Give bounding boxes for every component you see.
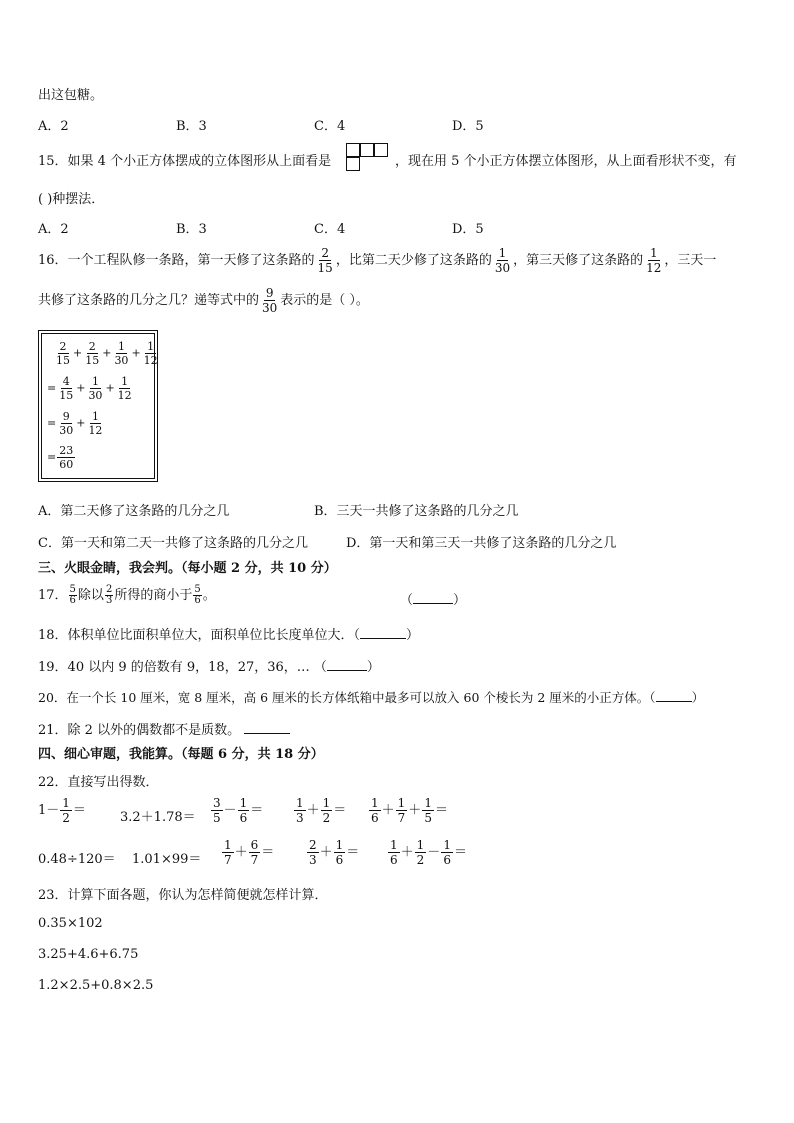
- fraction: $\frac{1}{12}$: [646, 246, 662, 275]
- q16-text-e: 共修了这条路的几分之几？递等式中的: [38, 293, 260, 308]
- calc-1c: $\frac{3}{5}$ － $\frac{1}{6}$ ＝: [213, 796, 264, 825]
- q15-option-b: B．3: [176, 222, 207, 237]
- answer-blank[interactable]: [656, 690, 692, 702]
- calc-2b: 1.01×99＝: [132, 852, 202, 867]
- q16-line1: [38, 247, 716, 274]
- calc-2e: $\frac{1}{6}$ ＋ $\frac{1}{2}$ － $\frac{1}{6}$ ＝: [390, 838, 467, 867]
- fraction: $\frac{9}{30}$: [262, 286, 278, 315]
- fraction: $\frac{1}{30}$: [494, 246, 511, 275]
- q16-text-c: ，第三天修了这条路的: [513, 253, 644, 268]
- q16-text-d: ，三天一: [664, 253, 717, 268]
- q14-tail: 出这包糖。: [38, 88, 104, 103]
- q16-text-f: 表示的是（ ）。: [280, 293, 369, 308]
- q15-option-a: A．2: [38, 222, 69, 237]
- q15-option-d: D．5: [452, 222, 484, 237]
- q16-line2: [38, 287, 369, 314]
- q16-text-a: 16．一个工程队修一条路，第一天修了这条路的: [38, 253, 315, 268]
- q23: 23．计算下面各题，你认为怎样简便就怎样计算．: [38, 888, 328, 903]
- fraction: $\frac{2}{15}$: [317, 246, 333, 275]
- calc-line-2: = $\frac{4}{15}$ + $\frac{1}{30}$ + $\frac{1}{12}$: [47, 375, 132, 402]
- q21: 21．除 2 以外的偶数都不是质数。: [38, 719, 290, 738]
- calc-line-1: $\frac{2}{15}$ + $\frac{2}{15}$ + $\frac{1}{30}$ + $\frac{1}{12}$: [56, 340, 158, 367]
- q16-option-c: C．第一天和第二天一共修了这条路的几分之几: [38, 536, 308, 551]
- answer-blank[interactable]: [327, 659, 367, 671]
- expr-2: 3.25+4.6+6.75: [38, 947, 139, 962]
- q16-text-b: ，比第二天少修了这条路的: [335, 253, 492, 268]
- expr-3: 1.2×2.5+0.8×2.5: [38, 978, 154, 993]
- square-cell: [346, 157, 360, 171]
- q20: 20．在一个长 10 厘米，宽 8 厘米，高 6 厘米的长方体纸箱中最多可以放入 60 个棱长为 2 厘米的小正方体。（ ）: [38, 690, 705, 705]
- answer-blank[interactable]: [244, 722, 290, 734]
- calc-1e: $\frac{1}{6}$ ＋ $\frac{1}{7}$ ＋ $\frac{1}{5}$ ＝: [371, 796, 448, 825]
- calc-2d: $\frac{2}{3}$ ＋ $\frac{1}{6}$ ＝: [309, 838, 360, 867]
- square-cell: [346, 143, 360, 157]
- q14-option-a: A．2: [38, 119, 69, 134]
- calc-1a: 1－ $\frac{1}{2}$ ＝: [38, 796, 86, 825]
- q15-option-c: C．4: [314, 222, 346, 237]
- calc-2c: $\frac{1}{7}$ ＋ $\frac{6}{7}$ ＝: [224, 838, 275, 867]
- calculation-box: [38, 330, 158, 482]
- answer-blank[interactable]: [360, 627, 406, 639]
- q15-text-b: ，现在用 5 个小正方体摆立体图形，从上面看形状不变，有: [395, 154, 737, 169]
- calc-line-3: = $\frac{9}{30}$ + $\frac{1}{12}$: [47, 410, 103, 437]
- q17-answer[interactable]: （ ）: [400, 593, 467, 608]
- q19: 19．40 以内 9 的倍数有 9，18，27，36，… （ ）: [38, 660, 380, 675]
- square-cell: [360, 143, 374, 157]
- q16-option-d: D．第一天和第三天一共修了这条路的几分之几: [346, 536, 617, 551]
- section3-heading: 三、火眼金睛，我会判。（每小题 2 分，共 10 分）: [38, 561, 337, 576]
- q14-option-b: B．3: [176, 119, 207, 134]
- q15-text-c: ( )种摆法．: [38, 192, 105, 207]
- q14-option-c: C．4: [314, 119, 346, 134]
- calc-1d: $\frac{1}{3}$ ＋ $\frac{1}{2}$ ＝: [296, 796, 347, 825]
- q16-option-a: A．第二天修了这条路的几分之几: [38, 504, 230, 519]
- calc-2a: 0.48÷120＝: [38, 852, 116, 867]
- square-cell: [374, 143, 388, 157]
- q14-option-d: D．5: [452, 119, 484, 134]
- calc-1b: 3.2＋1.78＝: [120, 810, 196, 825]
- calc-line-4: = $\frac{23}{60}$: [47, 444, 74, 471]
- q17: 17． $\frac{5}{6}$ 除以 $\frac{2}{3}$ 所得的商小于 $\frac{5}{6}$ 。: [38, 584, 216, 606]
- q15-text-a: 15．如果 4 个小正方体摆成的立体图形从上面看是: [38, 154, 332, 169]
- expr-1: 0.35×102: [38, 916, 103, 931]
- section4-heading: 四、细心审题，我能算。（每题 6 分，共 18 分）: [38, 747, 324, 762]
- q16-option-b: B．三天一共修了这条路的几分之几: [314, 504, 519, 519]
- q18: 18．体积单位比面积单位大，面积单位比长度单位大．（ ）: [38, 628, 420, 643]
- q22: 22．直接写出得数．: [38, 775, 159, 790]
